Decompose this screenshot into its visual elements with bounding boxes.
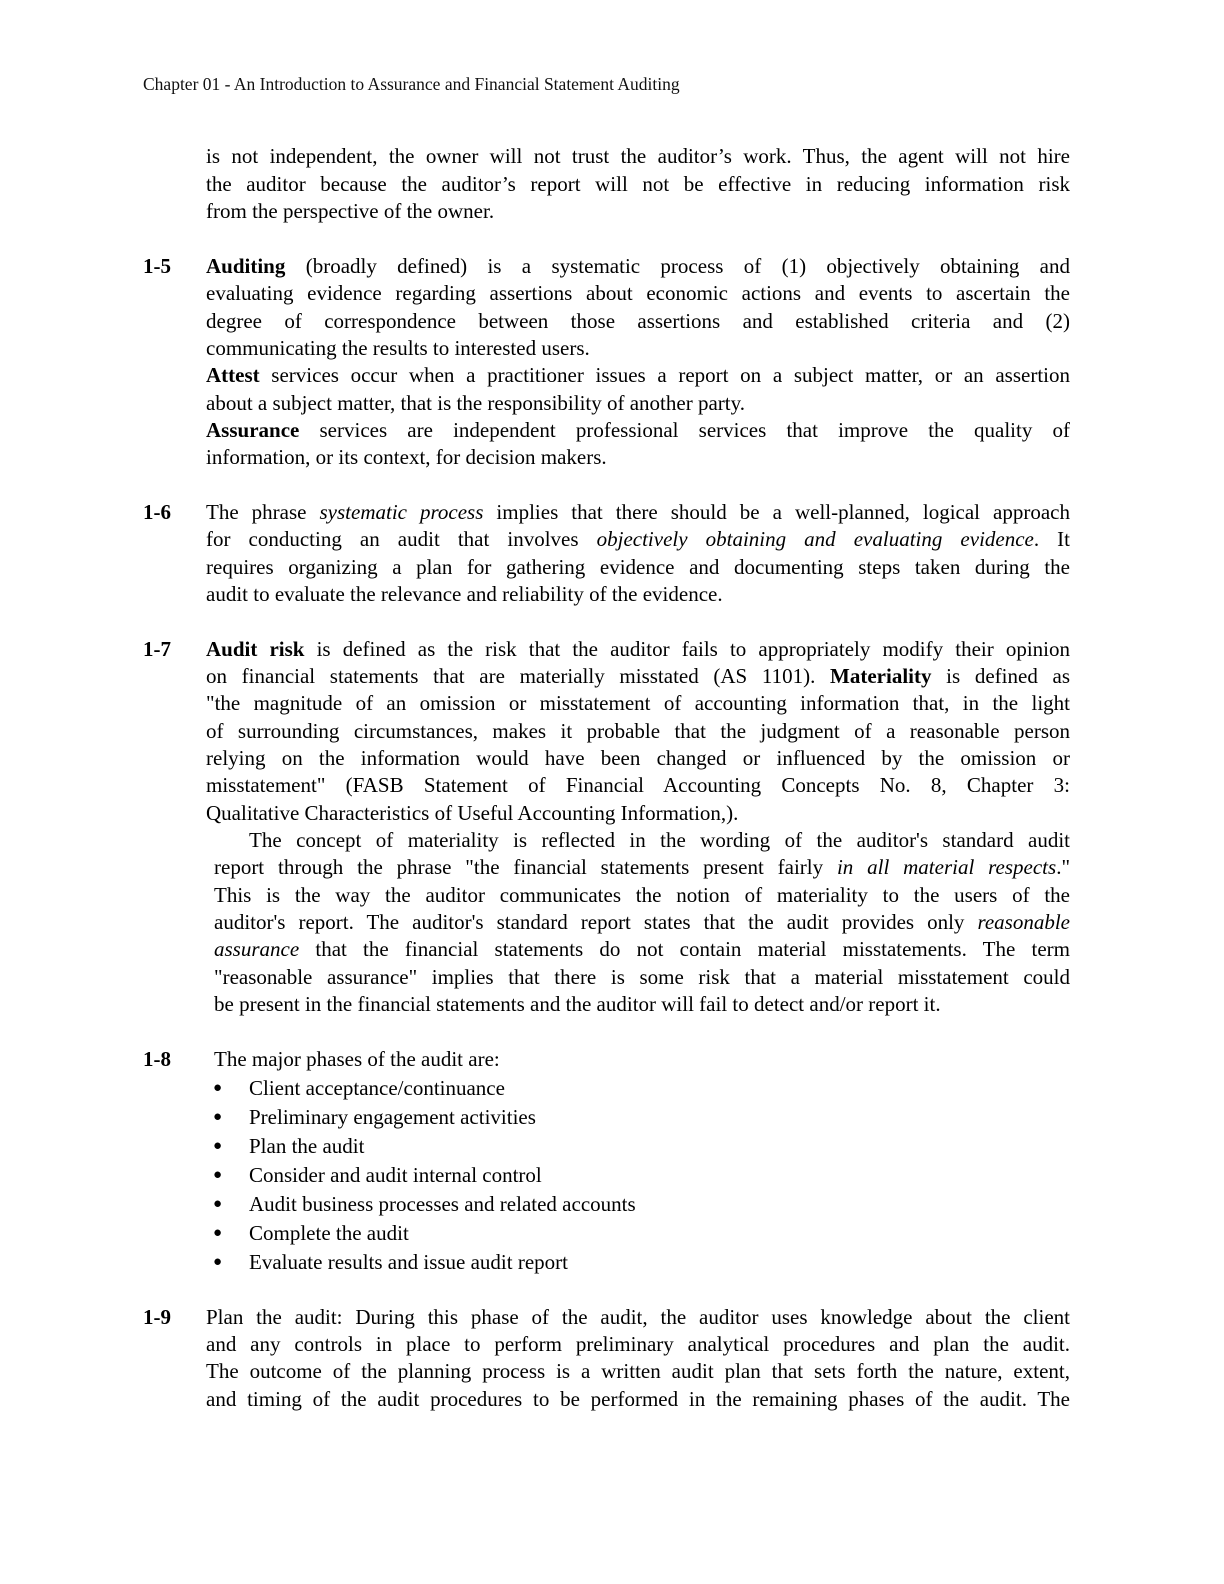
text-line xyxy=(206,253,1070,280)
text-span: that the financial statements do not contain material misstatements. The term xyxy=(299,937,1070,961)
list-intro: The major phases of the audit are: xyxy=(214,1047,500,1071)
italic-phrase: objectively obtaining and evaluating evidence xyxy=(596,527,1034,551)
italic-phrase: assurance xyxy=(214,937,300,961)
text-span: implies that there should be a well-planned, logical approach xyxy=(483,500,1070,524)
italic-phrase: reasonable xyxy=(977,910,1070,934)
text-line: relying on the information would have been changed or influenced by the omission or xyxy=(206,746,1070,770)
text-line: the auditor because the auditor’s report will not be effective in reducing information risk xyxy=(206,172,1070,196)
text-span: services are independent professional services that improve the quality of xyxy=(299,418,1070,442)
question-number: 1-8 xyxy=(143,1047,171,1071)
term-audit-risk: Audit risk xyxy=(206,637,305,661)
text-line: Plan the audit: During this phase of the audit, the auditor uses knowledge about the client xyxy=(206,1305,1070,1329)
text-line: communicating the results to interested users. xyxy=(206,336,590,360)
term-auditing: Auditing xyxy=(206,254,286,278)
list-item-text: Preliminary engagement activities xyxy=(249,1105,536,1129)
bullet-icon: ● xyxy=(213,1080,223,1096)
text-line: The outcome of the planning process is a written audit plan that sets forth the nature, extent, xyxy=(206,1359,1070,1383)
question-number: 1-6 xyxy=(143,500,171,524)
text-line xyxy=(206,362,1070,389)
text-line xyxy=(206,636,1070,663)
text-span: report through the phrase "the financial statements present fairly xyxy=(214,855,837,879)
text-line: about a subject matter, that is the responsibility of another party. xyxy=(206,391,745,415)
text-line xyxy=(206,417,1070,444)
bullet-icon: ● xyxy=(213,1225,223,1241)
text-line: This is the way the auditor communicates the notion of materiality to the users of the xyxy=(214,883,1070,907)
text-line: is not independent, the owner will not trust the auditor’s work. Thus, the agent will not hire xyxy=(206,144,1070,168)
bullet-icon: ● xyxy=(213,1138,223,1154)
question-number: 1-9 xyxy=(143,1305,171,1329)
text-line: from the perspective of the owner. xyxy=(206,199,495,223)
text-line: be present in the financial statements and the auditor will fail to detect and/or report it. xyxy=(214,992,941,1016)
italic-phrase: in all material respects xyxy=(836,855,1057,879)
text-line xyxy=(214,909,1070,936)
text-span: . It xyxy=(1033,527,1071,551)
list-item-text: Plan the audit xyxy=(249,1134,365,1158)
text-span: ." xyxy=(1056,855,1071,879)
text-span: is defined as xyxy=(931,664,1070,688)
term-materiality: Materiality xyxy=(830,664,932,688)
list-item-text: Consider and audit internal control xyxy=(249,1163,542,1187)
text-span: auditor's report. The auditor's standard report states that the audit provides only xyxy=(214,910,978,934)
list-item-text: Complete the audit xyxy=(249,1221,409,1245)
text-span: The phrase xyxy=(206,500,320,524)
bullet-icon: ● xyxy=(213,1196,223,1212)
text-line xyxy=(206,499,1070,526)
text-line: misstatement" (FASB Statement of Financial Accounting Concepts No. 8, Chapter 3: xyxy=(206,773,1070,797)
text-line: evaluating evidence regarding assertions about economic actions and events to ascertain the xyxy=(206,281,1070,305)
text-line: "the magnitude of an omission or misstatement of accounting information that, in the light xyxy=(206,691,1070,715)
bullet-icon: ● xyxy=(213,1109,223,1125)
text-line: The concept of materiality is reflected in the wording of the auditor's standard audit xyxy=(249,828,1070,852)
bullet-icon: ● xyxy=(213,1254,223,1270)
text-line: of surrounding circumstances, makes it probable that the judgment of a reasonable person xyxy=(206,719,1070,743)
text-span: on financial statements that are materially misstated (AS 1101). xyxy=(206,664,831,688)
text-line: information, or its context, for decision makers. xyxy=(206,445,607,469)
text-line: Qualitative Characteristics of Useful Accounting Information,). xyxy=(206,801,739,825)
text-line: requires organizing a plan for gathering evidence and documenting steps taken during the xyxy=(206,555,1070,579)
text-span: services occur when a practitioner issues a report on a subject matter, or an assertion xyxy=(259,363,1070,387)
list-item-text: Audit business processes and related accounts xyxy=(249,1192,636,1216)
text-span: (broadly defined) is a systematic process of (1) objectively obtaining and xyxy=(285,254,1070,278)
text-line xyxy=(206,663,1070,690)
list-item-text: Client acceptance/continuance xyxy=(249,1076,505,1100)
list-item-text: Evaluate results and issue audit report xyxy=(249,1250,568,1274)
text-span: is defined as the risk that the auditor fails to appropriately modify their opinion xyxy=(304,637,1070,661)
text-line: degree of correspondence between those assertions and established criteria and (2) xyxy=(206,309,1070,333)
text-line xyxy=(214,936,1070,963)
text-line: audit to evaluate the relevance and reliability of the evidence. xyxy=(206,582,723,606)
text-span: for conducting an audit that involves xyxy=(206,527,597,551)
question-number: 1-7 xyxy=(143,637,171,661)
term-attest: Attest xyxy=(206,363,260,387)
text-line: "reasonable assurance" implies that there is some risk that a material misstatement could xyxy=(214,965,1070,989)
bullet-icon: ● xyxy=(213,1167,223,1183)
text-line: and any controls in place to perform preliminary analytical procedures and plan the audit. xyxy=(206,1332,1070,1356)
running-header: Chapter 01 - An Introduction to Assurance and Financial Statement Auditing xyxy=(143,74,680,94)
text-line: and timing of the audit procedures to be performed in the remaining phases of the audit. The xyxy=(206,1387,1070,1411)
text-line xyxy=(206,526,1070,553)
text-line xyxy=(214,854,1070,881)
question-number: 1-5 xyxy=(143,254,171,278)
italic-phrase: systematic process xyxy=(319,500,484,524)
term-assurance: Assurance xyxy=(206,418,300,442)
